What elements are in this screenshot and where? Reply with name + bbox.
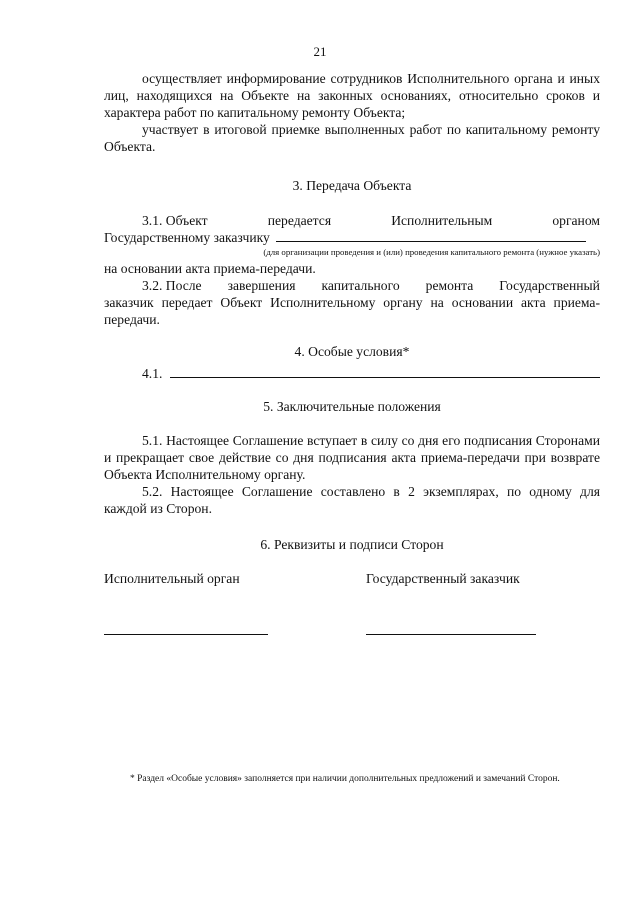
section-3-item-1-cont [104,260,600,277]
recipient-blank-line [276,229,586,242]
recipient-hint-note: (для организации проведения и (или) проведения капитального ремонта (нужное указать) [263,247,600,257]
item-3-1-word-2: передается [267,213,332,228]
section-3-item-2 [104,277,600,328]
intro-block [104,70,600,155]
item-3-2-word-1: 3.2. После [142,278,202,293]
left-signature-line [104,634,268,635]
item-3-1-word-1: 3.1. Объект [142,213,208,228]
item-5-1: 5.1. Настоящее Соглашение вступает в силу со дня его подписания Сторонами и прекращает свое действие со дня подписания акта приема-передачи при возврате Объекта Исполнительному органу. [104,433,600,482]
item-3-2-word-3: капитального [321,278,400,293]
section-5-title: 5. Заключительные положения [263,399,441,414]
item-3-1-line-3: на основании акта приема-передачи. [104,261,316,276]
item-3-2-rest: заказчик передает Объект Исполнительному органу на основании акта приема-передачи. [104,295,600,327]
section-3-item-1 [104,212,600,246]
item-4-1-label: 4.1. [142,366,163,381]
item-5-2: 5.2. Настоящее Соглашение составлено в 2 экземплярах, по одному для каждой из Сторон. [104,484,600,516]
right-party-label: Государственный заказчик [366,571,520,586]
left-party-label: Исполнительный орган [104,571,240,586]
section-4-title: 4. Особые условия* [294,344,410,359]
footnote-text: * Раздел «Особые условия» заполняется при наличии дополнительных предложений и замечаний Сторон. [130,774,560,784]
intro-paragraph-2: участвует в итоговой приемке выполненных работ по капитальному ремонту Объекта. [104,122,600,154]
page-number: 21 [313,44,327,59]
item-3-2-line-1 [104,277,600,294]
item-3-2-word-2: завершения [227,278,296,293]
section-4-item-1 [104,365,600,382]
section-5-body [104,432,600,517]
section-3-title: 3. Передача Объекта [292,178,412,193]
section-6-title: 6. Реквизиты и подписи Сторон [260,537,444,552]
item-3-1-word-3: Исполнительным [391,213,493,228]
right-signature-line [366,634,536,635]
item-3-1-line-1 [104,212,600,229]
item-3-1-recipient-prefix: Государственному заказчику [104,230,270,245]
footnote [104,772,600,786]
item-3-2-word-5: Государственный [499,278,600,293]
item-3-1-word-4: органом [552,213,600,228]
intro-paragraph-1: осуществляет информирование сотрудников Исполнительного органа и иных лиц, находящихся на Объекте на законных основаниях, относительно сроков и характера работ по капитальному ремонту Объекта; [104,71,600,120]
item-4-1-blank-line [170,365,600,378]
item-3-2-word-4: ремонта [425,278,474,293]
item-3-1-line-2 [104,229,600,246]
